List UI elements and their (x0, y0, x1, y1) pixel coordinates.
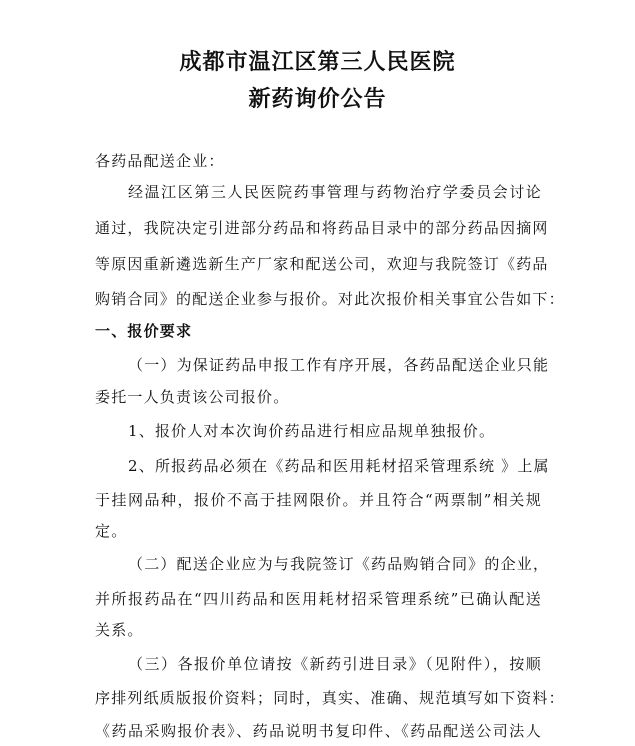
item-2-line: （二）配送企业应为与我院签订《药品购销合同》的企业， (128, 555, 550, 573)
document-title: 成都市温江区第三人民医院 (179, 49, 456, 75)
document-subtitle: 新药询价公告 (248, 86, 387, 112)
item-1-2-line: 定。 (95, 522, 128, 540)
item-1-2-line: 2、所报药品必须在《药品和医用耗材招采管理系统 》上属 (128, 457, 550, 475)
item-2-line: 并所报药品在“四川药品和医用耗材招采管理系统”已确认配送 (95, 590, 542, 608)
intro-line: 等原因重新遴选新生产厂家和配送公司，欢迎与我院签订《药品 (95, 255, 549, 273)
salutation: 各药品配送企业： (95, 152, 225, 170)
item-1-line: （一）为保证药品申报工作有序开展，各药品配送企业只能 (128, 356, 550, 374)
item-1-line: 委托一人负责该公司报价。 (95, 388, 290, 406)
intro-line: 经温江区第三人民医院药事管理与药物治疗学委员会讨论 (128, 183, 542, 201)
item-3-line: 序排列纸质版报价资料；同时，真实、准确、规范填写如下资料： (95, 689, 565, 707)
intro-line: 通过，我院决定引进部分药品和将药品目录中的部分药品因摘网 (95, 219, 549, 237)
item-1-1: 1、报价人对本次询价药品进行相应品规单独报价。 (128, 422, 496, 440)
section-heading: 一、报价要求 (95, 322, 193, 340)
item-1-2-line: 于挂网品种，报价不高于挂网限价。并且符合“两票制”相关规 (95, 491, 542, 509)
item-2-line: 关系。 (95, 621, 144, 639)
item-3-line: 《药品采购报价表》、药品说明书复印件、《药品配送公司法人 (95, 722, 542, 740)
item-3-line: （三）各报价单位请按《新药引进目录》（见附件），按顺 (128, 655, 542, 673)
intro-line: 购销合同》的配送企业参与报价。对此次报价相关事宜公告如下： (95, 290, 565, 308)
